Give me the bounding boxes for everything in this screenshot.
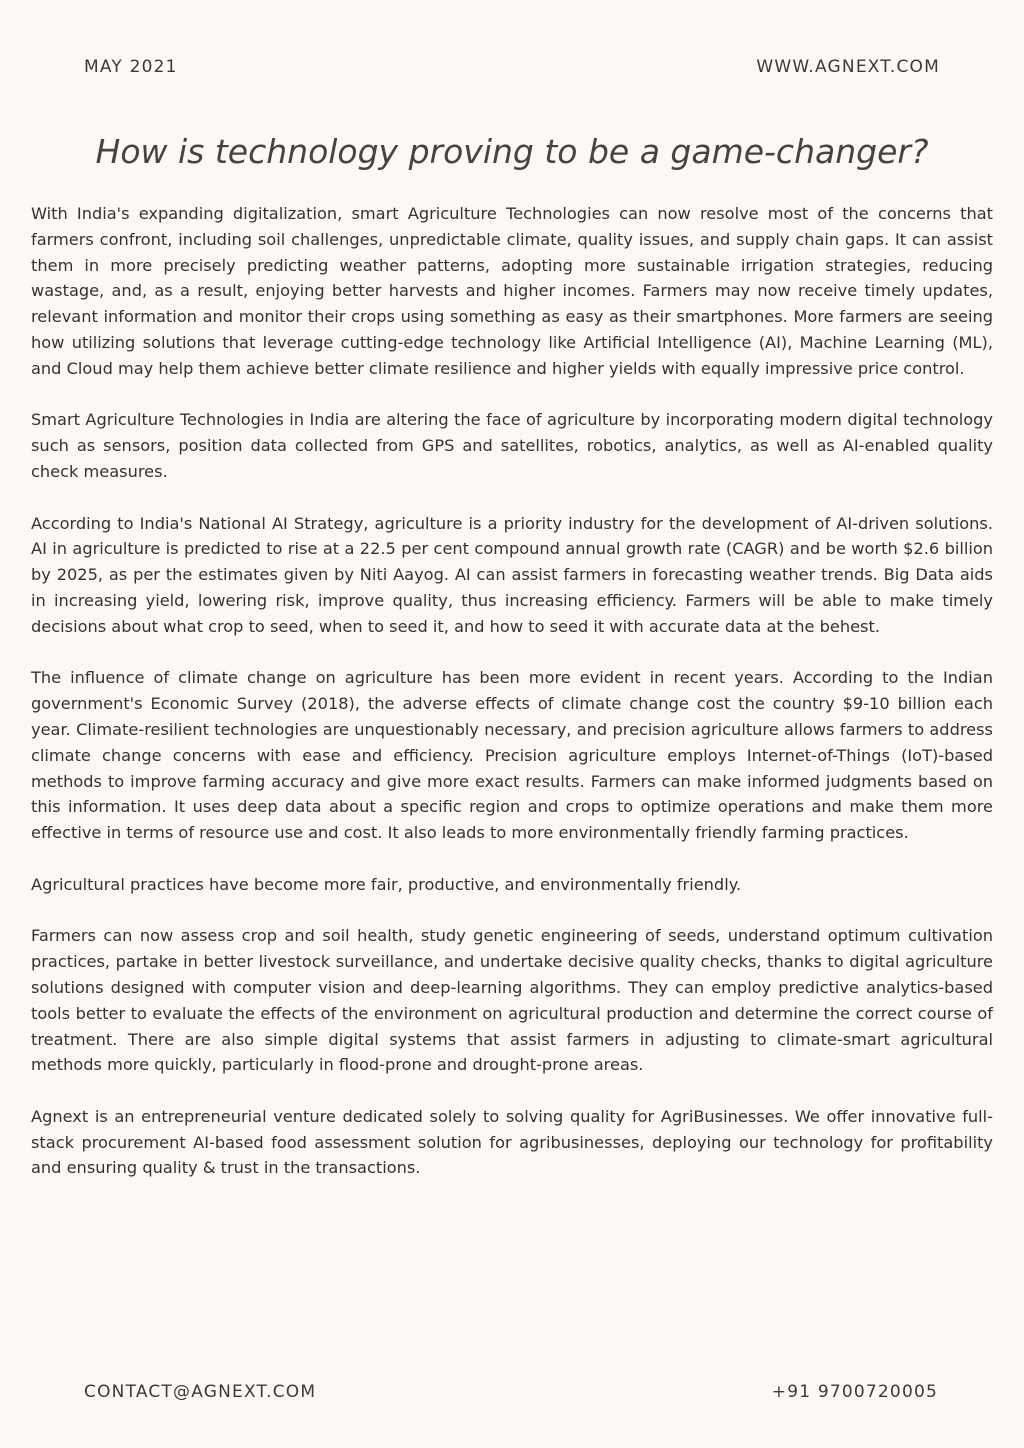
paragraph-7: Agnext is an entrepreneurial venture dedicated solely to solving quality for AgriBusinesses. We offer innovative full-stack procurement AI-based food assessment solution for agribusinesses, deploying our technology for profitability and ensuring quality & trust in the transactions. xyxy=(31,1106,993,1178)
paragraph-6: Farmers can now assess crop and soil health, study genetic engineering of seeds, understand optimum cultivation practices, partake in better livestock surveillance, and undertake decisive quality checks, thanks to digital agriculture solutions designed with computer vision and deep-learning algorithms. They can employ predictive analytics-based tools better to evaluate the effects of the environment on agricultural production and determine the correct course of treatment. There are also simple digital systems that assist farmers in adjusting to climate-smart agricultural methods more quickly, particularly in flood-prone and drought-prone areas. xyxy=(31,926,993,1075)
footer-email: CONTACT@AGNEXT.COM xyxy=(84,1382,317,1402)
paragraph-2: Smart Agriculture Technologies in India are altering the face of agriculture by incorporating modern digital technology such as sensors, position data collected from GPS and satellites, robotics, analytics, as well as AI-enabled quality check measures. xyxy=(31,410,993,481)
paragraph-3: According to India's National AI Strategy, agriculture is a priority industry for the development of AI-driven solutions. AI in agriculture is predicted to rise at a 22.5 per cent compound annual growth rate (CAGR) and be worth $2.6 billion by 2025, as per the estimates given by Niti Aayog. AI can assist farmers in forecasting weather trends. Big Data aids in increasing yield, lowering risk, improve quality, thus increasing efficiency. Farmers will be able to make timely decisions about what crop to seed, when to seed it, and how to seed it with accurate data at the behest. xyxy=(31,513,993,636)
header-website: WWW.AGNEXT.COM xyxy=(756,57,940,77)
footer-phone: +91 9700720005 xyxy=(771,1382,938,1402)
page-title: How is technology proving to be a game-changer? xyxy=(95,132,929,171)
paragraph-1: With India's expanding digitalization, smart Agriculture Technologies can now resolve most of the concerns that farmers confront, including soil challenges, unpredictable climate, quality issues, and supply chain gaps. It can assist them in more precisely predicting weather patterns, adopting more sustainable irrigation strategies, reducing wastage, and, as a result, enjoying better harvests and higher incomes. Farmers may now receive timely updates, relevant information and monitor their crops using something as easy as their smartphones. More farmers are seeing how utilizing solutions that leverage cutting-edge technology like Artificial Intelligence (AI), Machine Learning (ML), and Cloud may help them achieve better climate resilience and higher yields with equally impressive price control. xyxy=(31,204,993,378)
paragraph-5: Agricultural practices have become more fair, productive, and environmentally friendly. xyxy=(31,874,742,894)
article-body xyxy=(31,201,993,1207)
paragraph-4: The influence of climate change on agriculture has been more evident in recent years. According to the Indian government's Economic Survey (2018), the adverse effects of climate change cost the country $9-10 billion each year. Climate-resilient technologies are unquestionably necessary, and precision agriculture allows farmers to address climate change concerns with ease and efficiency. Precision agriculture employs Internet-of-Things (IoT)-based methods to improve farming accuracy and give more exact results. Farmers can make informed judgments based on this information. It uses deep data about a specific region and crops to optimize operations and make them more effective in terms of resource use and cost. It also leads to more environmentally friendly farming practices. xyxy=(31,668,993,843)
header-date: MAY 2021 xyxy=(84,57,178,77)
